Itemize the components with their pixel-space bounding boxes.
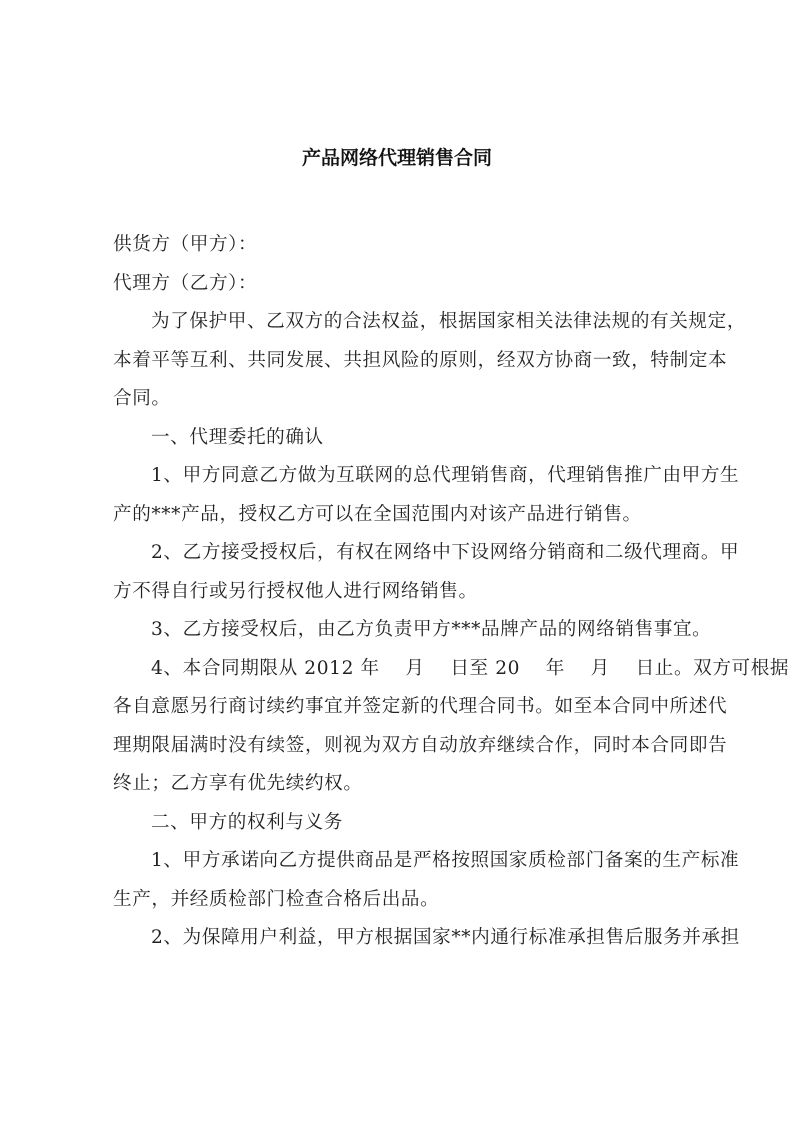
clause-line: 2、乙方接受授权后，有权在网络中下设网络分销商和二级代理商。甲 (151, 542, 740, 563)
clause-line: 2、为保障用户利益，甲方根据国家**内通行标准承担售后服务并承担 (151, 927, 740, 948)
preamble-line: 合同。 (113, 388, 171, 409)
document-body (113, 226, 790, 958)
clause-line: 理期限届满时没有续签，则视为双方自动放弃继续合作，同时本合同即告 (113, 734, 728, 756)
clause-line: 产的***产品，授权乙方可以在全国范围内对该产品进行销售。 (113, 503, 642, 525)
section-heading-2: 二、甲方的权利与义务 (151, 811, 343, 833)
agent-party-label: 代理方（乙方）： (113, 272, 258, 294)
clause-line: 方不得自行或另行授权他人进行网络销售。 (113, 580, 478, 602)
document-title: 产品网络代理销售合同 (301, 147, 492, 169)
clause-line: 各自意愿另行商讨续约事宜并签定新的代理合同书。如至本合同中所述代 (113, 696, 728, 717)
clause-line: 1、甲方承诺向乙方提供商品是严格按照国家质检部门备案的生产标准 (151, 850, 740, 871)
clause-line: 1、甲方同意乙方做为互联网的总代理销售商，代理销售推广由甲方生 (151, 465, 740, 486)
clause-line: 生产，并经质检部门检查合格后出品。 (113, 888, 440, 910)
clause-line: 4、本合同期限从 2012 年 月 日至 20 年 月 日止。双方可根据 (151, 657, 790, 679)
preamble-line: 本着平等互利、共同发展、共担风险的原则，经双方协商一致，特制定本 (113, 349, 728, 371)
supplier-party-label: 供货方（甲方）： (113, 234, 258, 255)
preamble-line: 为了保护甲、乙双方的合法权益，根据国家相关法律法规的有关规定， (151, 311, 747, 332)
clause-line: 3、乙方接受权后，由乙方负责甲方***品牌产品的网络销售事宜。 (151, 619, 712, 640)
clause-line: 终止；乙方享有优先续约权。 (113, 773, 363, 794)
section-heading-1: 一、代理委托的确认 (151, 426, 324, 448)
